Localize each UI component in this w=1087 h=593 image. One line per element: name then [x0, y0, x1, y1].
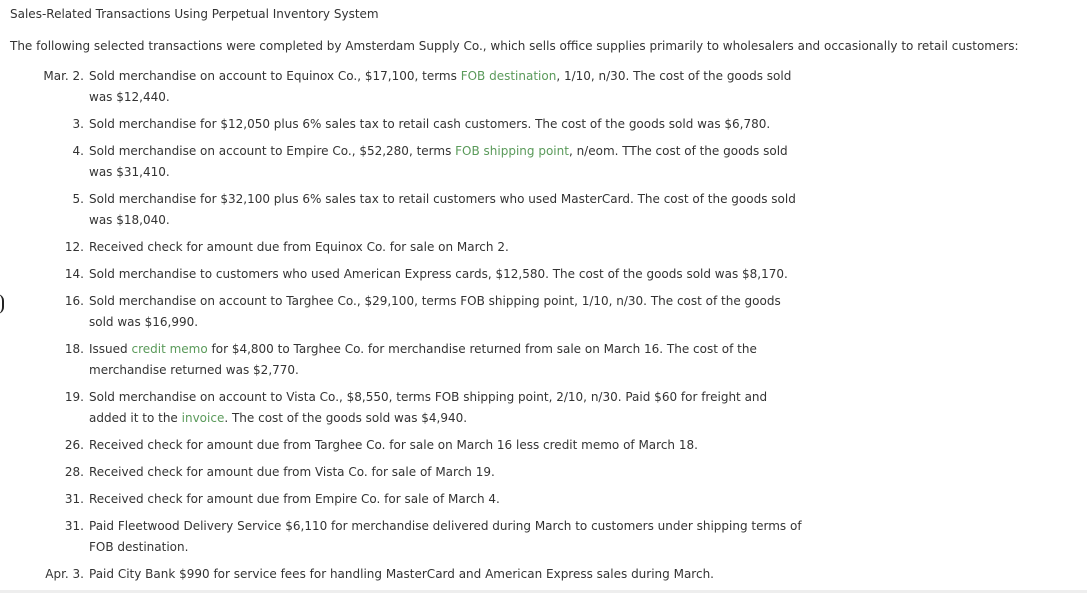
transaction-description — [89, 294, 819, 336]
transaction-date: 28. — [64, 465, 84, 479]
transaction-date: 14. — [64, 267, 84, 281]
transaction-description — [89, 240, 819, 261]
transaction-date: 26. — [64, 438, 84, 452]
transaction-date: Apr. 3. — [45, 567, 84, 581]
description-line: was $12,440. — [89, 90, 170, 104]
transaction-date: 18. — [64, 342, 84, 356]
glossary-link[interactable]: invoice — [181, 411, 225, 425]
transaction-description — [89, 567, 819, 588]
transaction-date: 31. — [64, 519, 84, 533]
transaction-description — [89, 465, 819, 486]
transaction-description — [89, 519, 819, 561]
transaction-text: Sold merchandise on account to Targhee Co., $29,100, terms FOB shipping point, 1/10, n/30. The cost of the goods — [89, 294, 781, 308]
transaction-text: . The cost of the goods sold was $4,940. — [224, 411, 468, 425]
description-line — [89, 438, 819, 459]
transaction-date: Mar. 2. — [43, 69, 84, 83]
transaction-text: Sold merchandise to customers who used American Express cards, $12,580. The cost of the goods sold was $8,170. — [89, 267, 788, 281]
transaction-date: 19. — [64, 390, 84, 404]
transaction-text: , 1/10, n/30. The cost of the goods sold — [556, 69, 792, 83]
description-line — [89, 69, 819, 90]
description-line: FOB destination. — [89, 540, 189, 554]
transaction-text: Received check for amount due from Equinox Co. for sale on March 2. — [89, 240, 509, 254]
transaction-text: Sold merchandise for $12,050 plus 6% sales tax to retail cash customers. The cost of the goods sold was $6,780. — [89, 117, 771, 131]
transaction-description — [89, 342, 819, 384]
description-line: was $31,410. — [89, 165, 170, 179]
transaction-description — [89, 267, 819, 288]
transaction-description — [89, 390, 819, 432]
transaction-date: 5. — [72, 192, 84, 206]
transaction-date: 4. — [72, 144, 84, 158]
description-line — [89, 117, 819, 138]
description-line — [89, 519, 819, 540]
transaction-text: Sold merchandise on account to Equinox Co., $17,100, terms — [89, 69, 461, 83]
transaction-date: 16. — [64, 294, 84, 308]
transaction-text: Paid City Bank $990 for service fees for handling MasterCard and American Express sales during March. — [89, 567, 714, 581]
description-line — [89, 240, 819, 261]
description-line — [89, 144, 819, 165]
transaction-description — [89, 492, 819, 513]
transaction-description — [89, 192, 819, 234]
description-line — [89, 411, 819, 432]
description-line — [89, 567, 819, 588]
transaction-text: Paid Fleetwood Delivery Service $6,110 for merchandise delivered during March to customers under shipping terms of — [89, 519, 802, 533]
transaction-description — [89, 117, 819, 138]
page-title: Sales-Related Transactions Using Perpetual Inventory System — [10, 7, 379, 21]
description-line — [89, 294, 819, 315]
transaction-date: 12. — [64, 240, 84, 254]
transaction-text: Sold merchandise on account to Empire Co., $52,280, terms — [89, 144, 456, 158]
transaction-description — [89, 144, 819, 186]
transaction-description — [89, 69, 819, 111]
description-line: was $18,040. — [89, 213, 170, 227]
intro-text: The following selected transactions were completed by Amsterdam Supply Co., which sells office supplies primarily to wholesalers and occasionally to retail customers: — [10, 39, 1019, 53]
transaction-date: 31. — [64, 492, 84, 506]
transaction-text: Issued — [89, 342, 132, 356]
glossary-link[interactable]: FOB destination — [460, 69, 557, 83]
transaction-text: Received check for amount due from Empire Co. for sale of March 4. — [89, 492, 500, 506]
transaction-text: for $4,800 to Targhee Co. for merchandise returned from sale on March 16. The cost of the — [207, 342, 757, 356]
description-line: merchandise returned was $2,770. — [89, 363, 299, 377]
transaction-description — [89, 438, 819, 459]
transaction-date: 3. — [72, 117, 84, 131]
description-line — [89, 267, 819, 288]
transaction-text: added it to the — [89, 411, 182, 425]
description-line — [89, 492, 819, 513]
description-line — [89, 192, 819, 213]
description-line — [89, 390, 819, 411]
description-line — [89, 465, 819, 486]
transaction-text: Received check for amount due from Vista Co. for sale of March 19. — [89, 465, 495, 479]
transaction-text: Received check for amount due from Targhee Co. for sale on March 16 less credit memo of March 18. — [89, 438, 698, 452]
transaction-text: Sold merchandise for $32,100 plus 6% sales tax to retail customers who used MasterCard. The cost of the goods sold — [89, 192, 796, 206]
transaction-text: , n/eom. TThe cost of the goods sold — [568, 144, 788, 158]
description-line — [89, 342, 819, 363]
transaction-text: Sold merchandise on account to Vista Co., $8,550, terms FOB shipping point, 2/10, n/30. Paid $60 for freight and — [89, 390, 768, 404]
glossary-link[interactable]: FOB shipping point — [455, 144, 569, 158]
glossary-link[interactable]: credit memo — [131, 342, 208, 356]
description-line: sold was $16,990. — [89, 315, 199, 329]
